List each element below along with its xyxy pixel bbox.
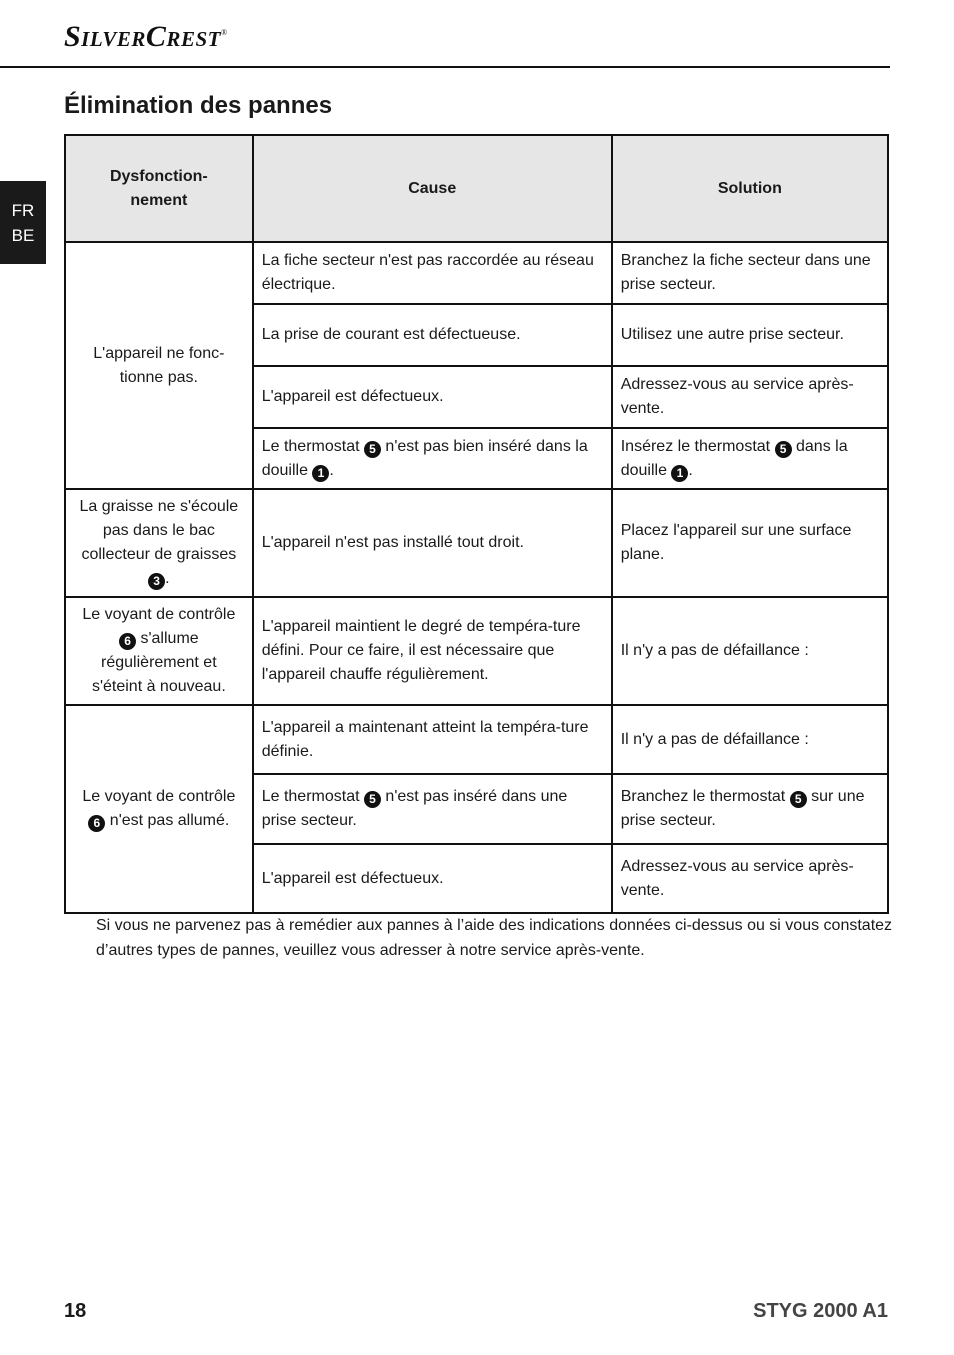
header-cause: Cause xyxy=(253,135,612,242)
table-header-row xyxy=(65,135,888,242)
malfunction-cell: Le voyant de contrôle 6 n'est pas allumé. xyxy=(65,705,253,913)
troubleshooting-table xyxy=(64,134,889,914)
part-number-badge: 5 xyxy=(790,791,807,808)
table-row xyxy=(65,242,888,304)
cause-cell: L'appareil maintient le degré de tempéra-ture défini. Pour ce faire, il est nécessaire que l'appareil chauffe régulièrement. xyxy=(253,597,612,705)
cause-cell: L'appareil a maintenant atteint la tempéra-ture définie. xyxy=(253,705,612,774)
solution-cell: Adressez-vous au service après-vente. xyxy=(612,366,888,428)
language-code-be: BE xyxy=(11,225,35,245)
solution-cell: Utilisez une autre prise secteur. xyxy=(612,304,888,366)
model-number: STYG 2000 A1 xyxy=(753,1300,888,1322)
support-note: Si vous ne parvenez pas à remédier aux pannes à l’aide des indications données ci-dessus ou si vous constatez d’autres types de pannes, veuillez vous adresser à notre service après-vente. xyxy=(96,917,893,959)
page-number: 18 xyxy=(64,1300,87,1322)
brand-logo: SilverCrest® xyxy=(64,20,228,53)
header-malfunction xyxy=(65,135,253,242)
solution-cell: Branchez la fiche secteur dans une prise secteur. xyxy=(612,242,888,304)
part-number-badge: 1 xyxy=(312,465,329,482)
header-malfunction-line1: Dysfonction- xyxy=(109,167,208,185)
malfunction-cell: Le voyant de contrôle 6 s'allume régulièrement et s'éteint à nouveau. xyxy=(65,597,253,705)
part-number-badge: 1 xyxy=(671,465,688,482)
header-solution: Solution xyxy=(612,135,888,242)
table-row xyxy=(65,705,888,774)
part-number-badge: 5 xyxy=(364,441,381,458)
part-number-badge: 6 xyxy=(119,633,136,650)
cause-cell: L'appareil est défectueux. xyxy=(253,844,612,913)
cause-cell: Le thermostat 5 n'est pas inséré dans une prise secteur. xyxy=(253,774,612,844)
part-number-badge: 3 xyxy=(148,573,165,590)
cause-cell: Le thermostat 5 n'est pas bien inséré dans la douille 1 . xyxy=(253,428,612,489)
table-row xyxy=(65,489,888,597)
solution-cell: Branchez le thermostat 5 sur une prise secteur. xyxy=(612,774,888,844)
language-code-fr: FR xyxy=(11,200,35,220)
solution-cell: Il n'y a pas de défaillance : xyxy=(612,597,888,705)
cause-cell: L'appareil est défectueux. xyxy=(253,366,612,428)
cause-cell: La fiche secteur n'est pas raccordée au réseau électrique. xyxy=(253,242,612,304)
solution-cell: Adressez-vous au service après-vente. xyxy=(612,844,888,913)
part-number-badge: 5 xyxy=(775,441,792,458)
part-number-badge: 5 xyxy=(364,791,381,808)
cause-cell: La prise de courant est défectueuse. xyxy=(253,304,612,366)
solution-cell: Placez l'appareil sur une surface plane. xyxy=(612,489,888,597)
page-title: Élimination des pannes xyxy=(64,92,333,119)
malfunction-cell: L'appareil ne fonc-tionne pas. xyxy=(65,242,253,489)
language-tab xyxy=(0,181,46,264)
part-number-badge: 6 xyxy=(88,815,105,832)
table-row xyxy=(65,597,888,705)
malfunction-cell: La graisse ne s'écoule pas dans le bac collecteur de graisses 3 . xyxy=(65,489,253,597)
solution-cell: Insérez le thermostat 5 dans la douille 1 . xyxy=(612,428,888,489)
cause-cell: L'appareil n'est pas installé tout droit. xyxy=(253,489,612,597)
solution-cell: Il n'y a pas de défaillance : xyxy=(612,705,888,774)
header-malfunction-line2: nement xyxy=(130,191,188,209)
header-rule xyxy=(0,66,890,68)
